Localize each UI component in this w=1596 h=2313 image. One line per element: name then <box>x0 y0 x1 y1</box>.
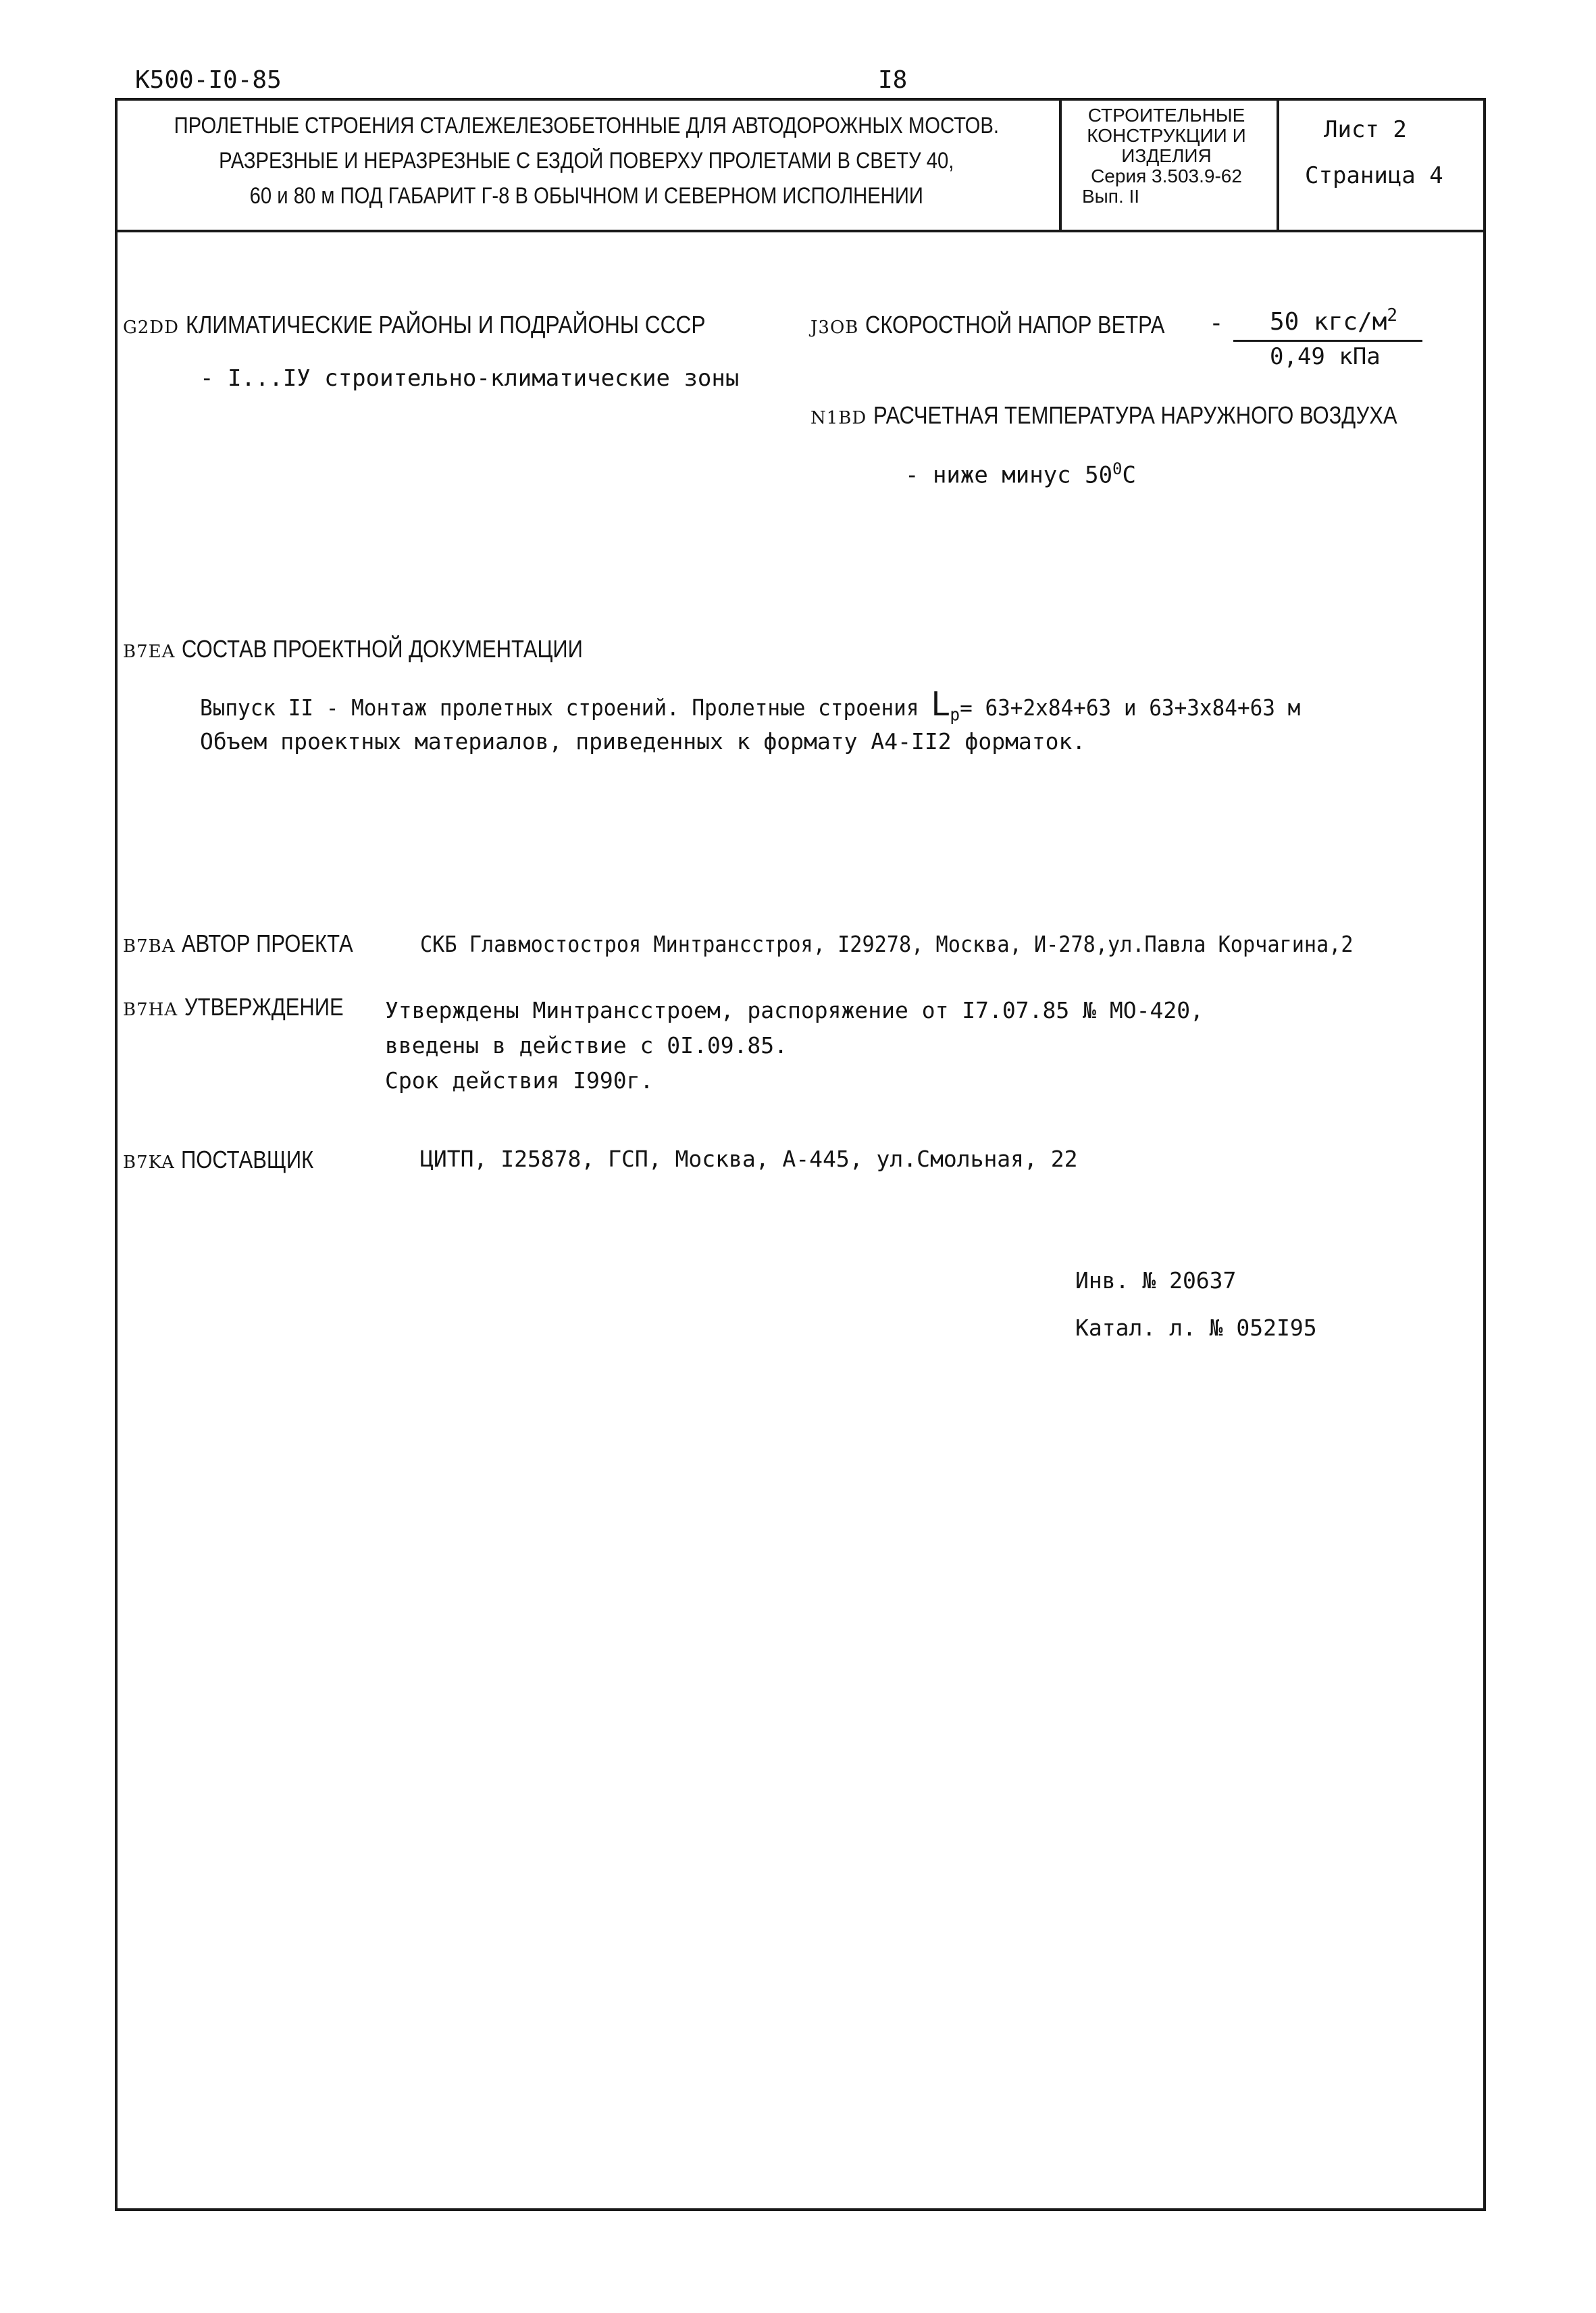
temperature-section <box>810 401 1483 430</box>
section-heading: СКОРОСТНОЙ НАПОР ВЕТРА <box>865 311 1165 338</box>
section-code: J3OB <box>810 317 859 338</box>
catalog-number: Катал. л. № 052I95 <box>1075 1315 1317 1341</box>
climate-section <box>123 311 776 339</box>
page-number: I8 <box>878 66 908 94</box>
span-symbol: L <box>931 684 950 723</box>
header-series-block <box>1062 105 1271 207</box>
fraction-line <box>1233 340 1422 342</box>
wind-section <box>810 311 1214 339</box>
author-value: СКБ Главмостостроя Минтрансстроя, I29278, Москва, И-278,ул.Павла Корчагина,2 <box>420 931 1354 957</box>
section-heading: УТВЕРЖДЕНИЕ <box>184 993 344 1021</box>
header-title-line: ПРОЛЕТНЫЕ СТРОЕНИЯ СТАЛЕЖЕЛЕЗОБЕТОННЫЕ ДЛЯ АВТОДОРОЖНЫХ МОСТОВ. <box>174 113 1000 138</box>
wind-denominator: 0,49 кПа <box>1270 343 1381 370</box>
span-subscript: р <box>950 705 960 726</box>
header-title-line: 60 и 80 м ПОД ГАБАРИТ Г-8 В ОБЫЧНОМ И СЕВЕРНОМ ИСПОЛНЕНИИ <box>249 183 923 209</box>
approval-section <box>123 993 369 1021</box>
page-label: Страница 4 <box>1305 162 1443 189</box>
approval-text <box>385 993 1204 1098</box>
section-heading: РАСЧЕТНАЯ ТЕМПЕРАТУРА НАРУЖНОГО ВОЗДУХА <box>873 401 1397 429</box>
author-section <box>123 930 381 958</box>
temperature-value-text: - ниже минус 50 <box>905 461 1113 489</box>
temperature-value <box>905 459 1136 488</box>
documentation-line-2: Объем проектных материалов, приведенных к формату А4-II2 форматок. <box>200 728 1086 755</box>
sheet-label: Лист 2 <box>1324 116 1407 143</box>
supplier-section <box>123 1146 336 1174</box>
documentation-section <box>123 635 648 663</box>
category-line: СТРОИТЕЛЬНЫЕ <box>1087 105 1245 126</box>
category-line: ИЗДЕЛИЯ <box>1121 145 1212 166</box>
section-code: G2DD <box>123 317 180 338</box>
climate-value: - I...IУ строительно-климатические зоны <box>200 365 740 392</box>
documentation-line-1-formula: = 63+2х84+63 и 63+3х84+63 м <box>960 694 1301 721</box>
document-code: К500-I0-85 <box>135 66 282 94</box>
section-code: B7BA <box>123 936 176 957</box>
header-title <box>119 108 1206 213</box>
degree-mark: 0 <box>1112 459 1123 478</box>
section-heading: ПОСТАВЩИК <box>181 1146 314 1173</box>
documentation-line-1 <box>200 684 1300 726</box>
wind-numerator-value: 50 кгс/м <box>1270 308 1387 336</box>
section-heading: СОСТАВ ПРОЕКТНОЙ ДОКУМЕНТАЦИИ <box>182 635 583 663</box>
section-heading: АВТОР ПРОЕКТА <box>182 930 353 957</box>
approval-line: введены в действие с 0I.09.85. <box>385 1032 788 1059</box>
wind-dash: - <box>1209 309 1224 337</box>
section-code: N1BD <box>810 408 867 428</box>
header-column-divider <box>1277 98 1279 231</box>
supplier-value: ЦИТП, I25878, ГСП, Москва, А-445, ул.Смольная, 22 <box>420 1146 1078 1172</box>
wind-numerator-exponent: 2 <box>1387 305 1398 326</box>
inventory-number: Инв. № 20637 <box>1075 1267 1237 1294</box>
category-line: КОНСТРУКЦИИ И <box>1087 125 1246 146</box>
header-title-line: РАЗРЕЗНЫЕ И НЕРАЗРЕЗНЫЕ С ЕЗДОЙ ПОВЕРХУ ПРОЛЕТАМИ В СВЕТУ 40, <box>219 148 954 174</box>
approval-line: Срок действия I990г. <box>385 1067 654 1094</box>
section-heading: КЛИМАТИЧЕСКИЕ РАЙОНЫ И ПОДРАЙОНЫ СССР <box>185 311 706 338</box>
section-code: B7KA <box>123 1152 175 1173</box>
header-divider <box>115 230 1486 232</box>
section-code: B7EA <box>123 642 176 662</box>
section-code: B7HA <box>123 1000 178 1020</box>
wind-numerator <box>1270 305 1397 336</box>
issue-number: Вып. II <box>1082 186 1140 207</box>
temperature-unit: С <box>1122 461 1136 489</box>
approval-line: Утверждены Минтрансстроем, распоряжение от I7.07.85 № МО-420, <box>385 997 1204 1023</box>
series-number: Серия 3.503.9-62 <box>1091 166 1242 186</box>
documentation-line-1-text: Выпуск II - Монтаж пролетных строений. Пролетные строения <box>200 694 932 721</box>
